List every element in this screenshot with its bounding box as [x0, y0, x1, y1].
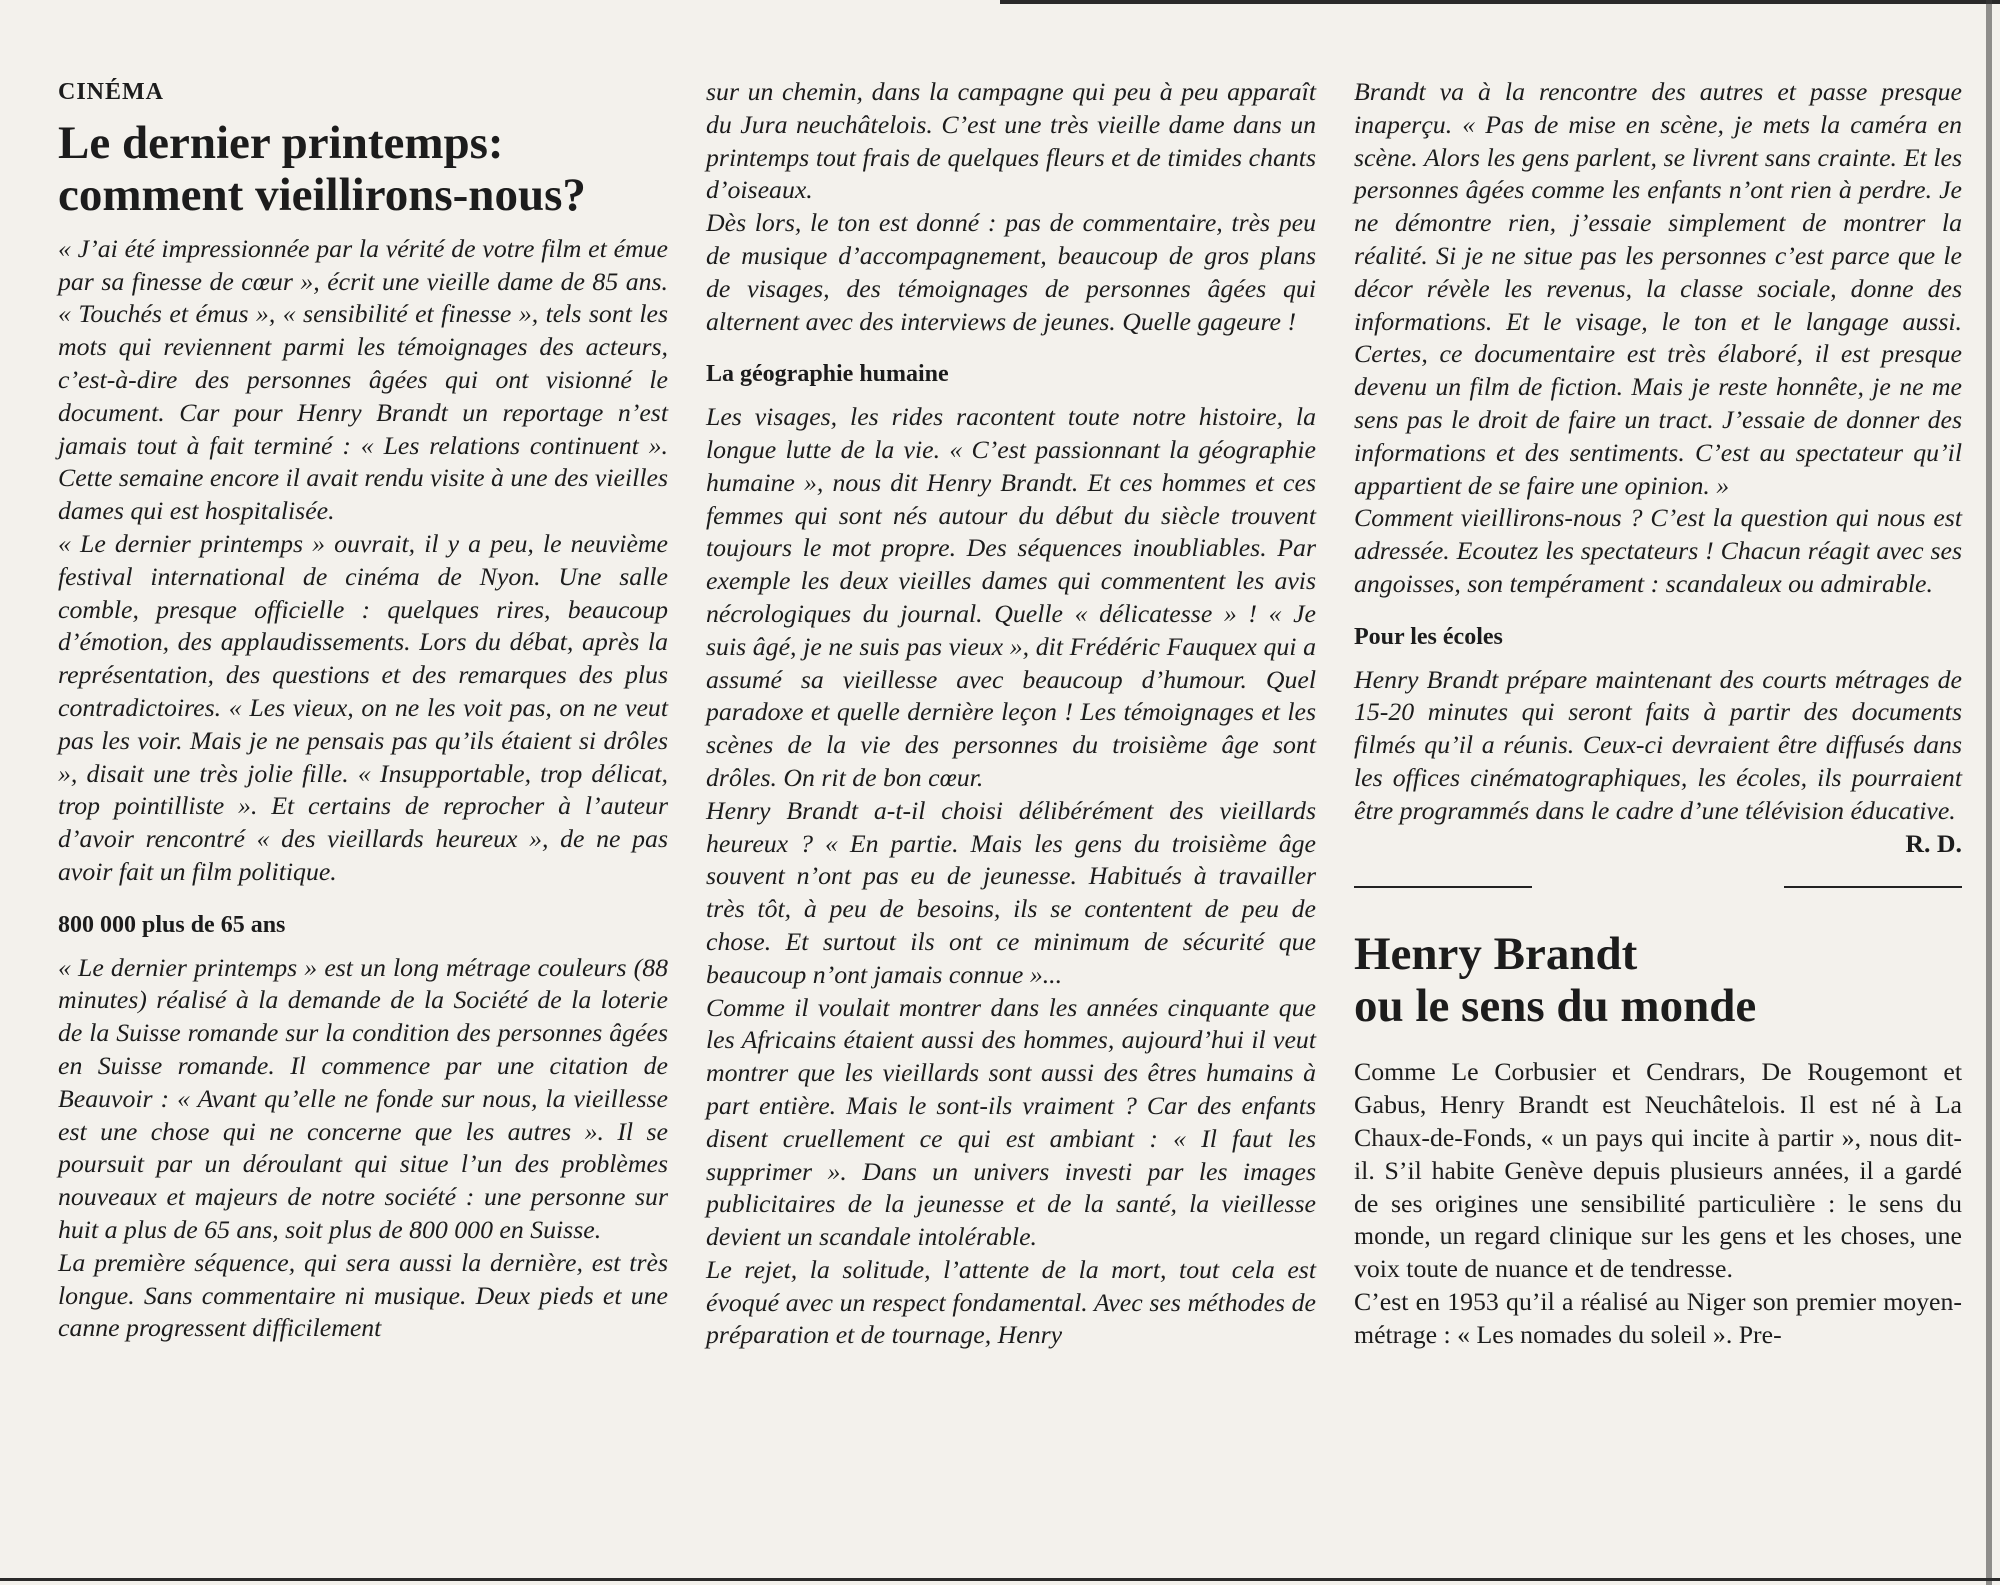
second-article-headline: [1354, 928, 1962, 1032]
paragraph: C’est en 1953 qu’il a réalisé au Niger son premier moyen-métrage : « Les nomades du soleil ». Pre-: [1354, 1286, 1962, 1349]
paragraph: Comme il voulait montrer dans les années cinquante que les Africains étaient aussi des hommes, aujourd’hui il veut montrer que les vieillards sont aussi des êtres humains à part entière. Mais le sont-ils vraiment ? Car des enfants disent cruellement ce qui est ambiant : « Il faut les supprimer ». Dans un univers investi par les images publicitaires de la jeunesse et de la santé, la vieillesse devient un scandale intolérable.: [706, 992, 1316, 1252]
column-1: [58, 76, 668, 1345]
separator-rule-left: [1354, 886, 1532, 888]
headline-line-2: ou le sens du monde: [1354, 980, 1757, 1033]
paragraph: Dès lors, le ton est donné : pas de commentaire, très peu de musique d’accompagnement, beaucoup de gros plans de visages, des témoignages de personnes âgées qui alternent avec des interviews de jeunes. Quelle gageure !: [706, 208, 1316, 336]
separator-rule-right: [1784, 886, 1962, 888]
bottom-rule: [0, 1578, 2000, 1581]
paragraph: Henry Brandt a-t-il choisi délibérément des vieillards heureux ? « En partie. Mais les gens du troisième âge souvent n’ont pas eu de jeunesse. Habitués à travailler très tôt, à peu de besoins, ils se contentent de peu de chose. Et surtout ils ont ce minimum de sécurité que beaucoup n’ont jamais connue »...: [706, 795, 1316, 989]
paragraph: « Le dernier printemps » ouvrait, il y a peu, le neuvième festival international de cinéma de Nyon. Une salle comble, presque officielle : quelques rires, beaucoup d’émotion, des applaudissements. Lors du débat, après la représentation, des questions et des remarques des plus contradictoires. « Les vieux, on ne les voit pas, on ne veut pas les voir. Mais je ne pensais pas qu’ils étaient si drôles », disait une très jolie fille. « Insupportable, trop délicat, trop pointilliste ». Et certains de reprocher à l’auteur d’avoir rencontré « des vieillards heureux », de ne pas avoir fait un film politique.: [58, 528, 668, 886]
column-2: [706, 76, 1316, 1352]
paragraph: Brandt va à la rencontre des autres et passe presque inaperçu. « Pas de mise en scène, je mets la caméra en scène. Alors les gens parlent, se livrent sans crainte. Et les personnes âgées comme les enfants n’ont rien à perdre. Je ne démontre rien, j’essaie simplement de montrer la réalité. Si je ne situe pas les personnes c’est parce que le décor révèle les revenus, la classe sociale, donne des informations. Et le visage, le ton et le langage aussi. Certes, ce documentaire est très élaboré, il est presque devenu un film de fiction. Mais je reste honnête, je ne me sens pas le droit de faire un tract. J’essaie de donner des informations et des sentiments. C’est au spectateur qu’il appartient de se faire une opinion. »: [1354, 77, 1962, 500]
headline-line-1: Henry Brandt: [1354, 928, 1638, 981]
paragraph: Les visages, les rides racontent toute notre histoire, la longue lutte de la vie. « C’est passionnant la géographie humaine », nous dit Henry Brandt. Et ces hommes et ces femmes qui sont nés autour du début du siècle trouvent toujours le mot propre. Des séquences inoubliables. Par exemple les deux vieilles dames qui commentent les avis nécrologiques du journal. Quelle « délicatesse » ! « Je suis âgé, je ne suis pas vieux », dit Frédéric Fauquex qui a assumé sa vieillesse avec beaucoup d’humour. Quel paradoxe et quelle dernière leçon ! Les témoignages et les scènes de la vie des personnes du troisième âge sont drôles. On rit de bon cœur.: [706, 402, 1316, 792]
paragraph: sur un chemin, dans la campagne qui peu à peu apparaît du Jura neuchâtelois. C’est une très vieille dame dans un printemps tout frais de quelques fleurs et de timides chants d’oiseaux.: [706, 77, 1316, 205]
paragraph: « Le dernier printemps » est un long métrage couleurs (88 minutes) réalisé à la demande de la Société de la loterie de la Suisse romande sur la condition des personnes âgées en Suisse romande. Il commence par une citation de Beauvoir : « Avant qu’elle ne fonde sur nous, la vieillesse est une chose qui ne concerne que les autres ». Il se poursuit par un déroulant qui situe l’un des problèmes nouveaux et majeurs de notre société : une personne sur huit a plus de 65 ans, soit plus de 800 000 en Suisse.: [58, 952, 668, 1244]
article-headline: [58, 117, 668, 221]
page-edge: [1986, 0, 1992, 1585]
paragraph: Comment vieillirons-nous ? C’est la question qui nous est adressée. Ecoutez les spectateurs ! Chacun réagit avec ses angoisses, son tempérament : scandaleux ou admirable.: [1354, 503, 1962, 598]
paragraph: Le rejet, la solitude, l’attente de la mort, tout cela est évoqué avec un respect fondamental. Avec ses méthodes de préparation et de tournage, Henry: [706, 1254, 1316, 1350]
subheading: 800 000 plus de 65 ans: [58, 911, 286, 938]
headline-line-1: Le dernier printemps:: [58, 116, 504, 169]
paragraph: Henry Brandt prépare maintenant des courts métrages de 15-20 minutes qui seront faits à partir des documents filmés qu’il a réunis. Ceux-ci devraient être diffusés dans les offices cinématographiques, les écoles, ils pourraient être programmés dans le cadre d’une télévision éducative.: [1354, 664, 1962, 825]
paragraph: La première séquence, qui sera aussi la dernière, est très longue. Sans commentaire ni musique. Deux pieds et une canne progressent difficilement: [58, 1247, 668, 1343]
column-3: [1354, 76, 1962, 1352]
headline-line-2: comment vieillirons-nous?: [58, 168, 586, 221]
section-kicker: CINÉMA: [58, 79, 164, 105]
subheading: Pour les écoles: [1354, 623, 1503, 650]
separator-rules: [1354, 886, 1962, 888]
subheading: La géographie humaine: [706, 361, 949, 388]
author-signature: R. D.: [1905, 828, 1962, 858]
top-rule: [1000, 0, 2000, 4]
paragraph: « J’ai été impressionnée par la vérité de votre film et émue par sa finesse de cœur », écrit une vieille dame de 85 ans. « Touchés et émus », « sensibilité et finesse », tels sont les mots qui reviennent parmi les témoignages des acteurs, c’est-à-dire des personnes âgées qui ont visionné le document. Car pour Henry Brandt un reportage n’est jamais tout à fait terminé : « Les relations continuent ». Cette semaine encore il avait rendu visite à une des vieilles dames qui est hospitalisée.: [58, 233, 668, 526]
paragraph: Comme Le Corbusier et Cendrars, De Rougemont et Gabus, Henry Brandt est Neuchâtelois. Il est né à La Chaux-de-Fonds, « un pays qui incite à partir », nous dit-il. S’il habite Genève depuis plusieurs années, il a gardé de ses origines une sensibilité particulière : le sens du monde, un regard clinique sur les gens et les choses, une voix toute de nuance et de tendresse.: [1354, 1057, 1962, 1284]
